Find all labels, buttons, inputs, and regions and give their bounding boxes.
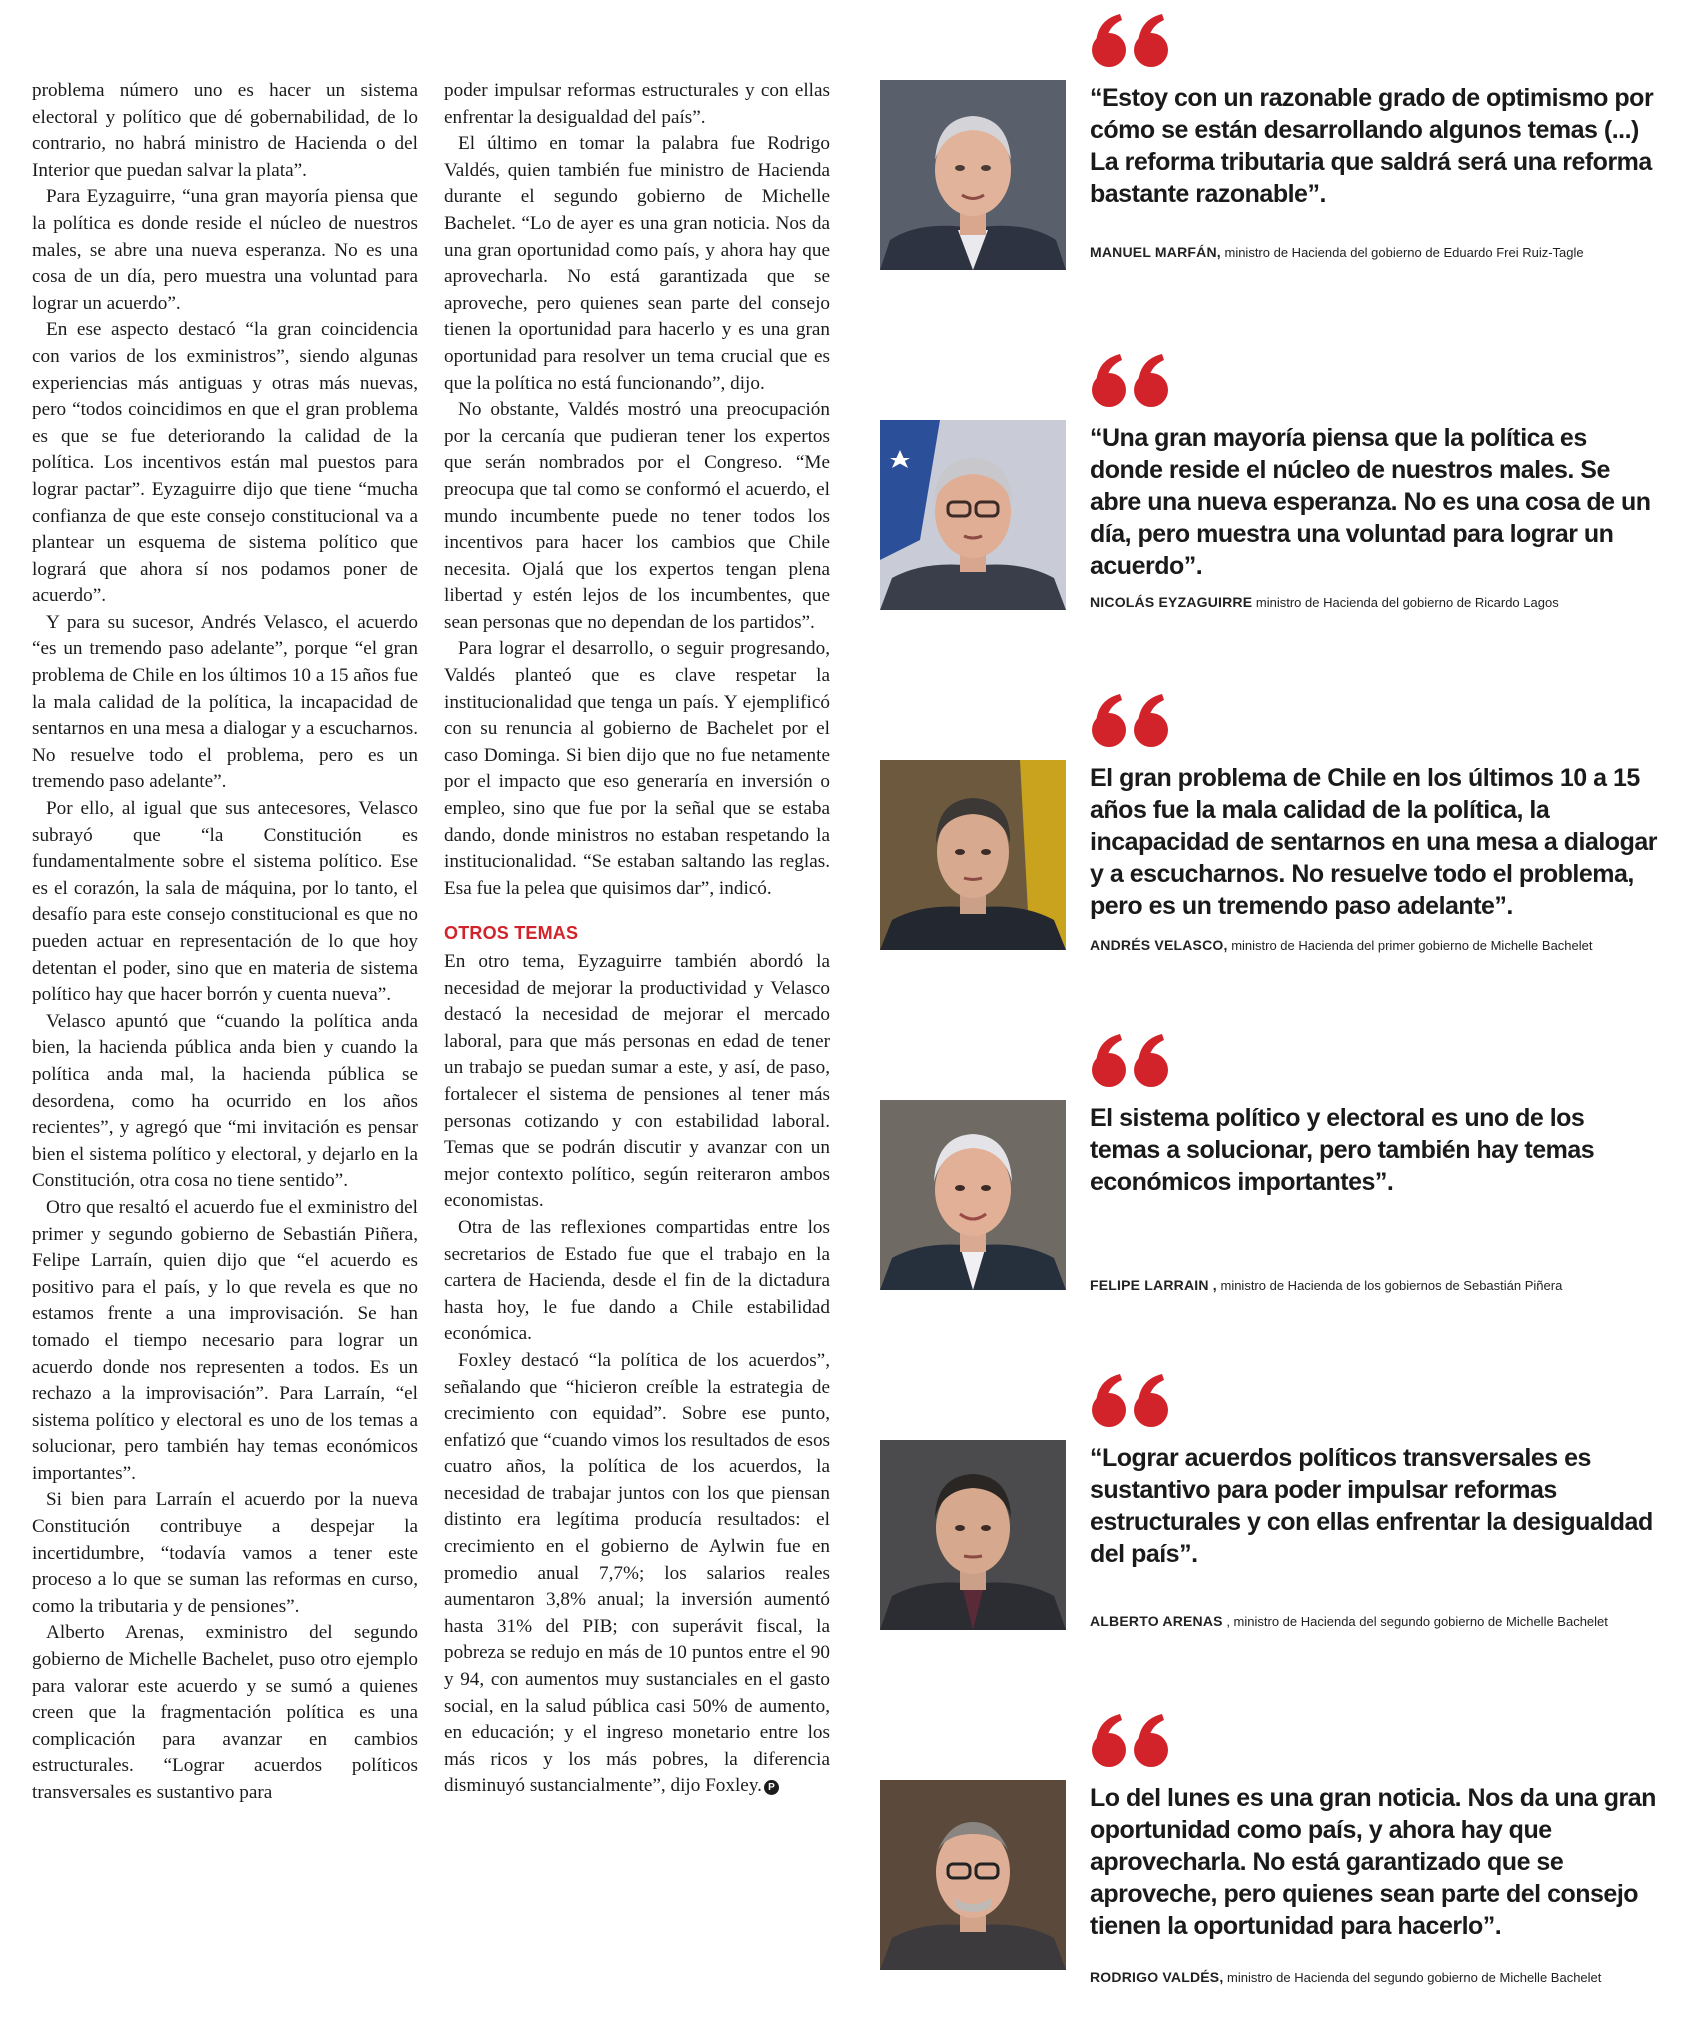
quote-text: “Una gran mayoría piensa que la política es donde reside el núcleo de nuestros males. Se abre una nueva esperanza. No es una cosa de un día, pero muestra una voluntad para lograr un acuerdo”. [1090, 424, 1651, 580]
article-paragraph: En ese aspecto destacó “la gran coincidencia con varios de los exministros”, siendo algunas experiencias más antiguas y otras más nuevas, pero “todos coincidimos en que el gran problema es que se fue deteriorando la calidad de la política. Los incentivos están mal puestos para lograr pactar”. Eyzaguirre dijo que tiene “mucha confianza de que este consejo constitucional va a plantear un esquema de sistema político que logrará que ahora sí nos podamos poner de acuerdo”. [32, 319, 418, 607]
article-paragraph: problema número uno es hacer un sistema electoral y político que dé gobernabilidad, de lo contrario, no habrá ministro de Hacienda o del Interior que puedan salvar la plata”. [32, 80, 418, 181]
article-paragraph: Alberto Arenas, exministro del segundo gobierno de Michelle Bachelet, puso otro ejemplo para valorar este acuerdo y se sumó a quienes creen que la fragmentación política es una complicación para avanzar en cambios estructurales. “Lograr acuerdos políticos transversales es sustantivo para [32, 1622, 418, 1803]
article-paragraph-text: Foxley destacó “la política de los acuerdos”, señalando que “hicieron creíble la estrategia de crecimiento con equidad”. Sobre ese punto, enfatizó que “cuando vimos los resultados de esos cuatro años, la política de los acuerdos, la necesidad de trabajar juntos con los que piensan distinto era legítima producía resultados: el crecimiento en el gobierno de Aylwin fue en promedio anual 7,7%; los salarios reales aumentaron 3,8% anual; la inversión aumentó hasta 31% del PIB; con superávit fiscal, la pobreza se redujo en más de 10 puntos entre el 90 y 94, con aumentos muy sustanciales en el gasto social, en la salud pública casi 50% de aumento, en educación; y el ingreso monetario entre los más ricos y los más pobres, la diferencia disminuyó sustancialmente”, dijo Foxley. [444, 1349, 830, 1797]
article-paragraph: Otro que resaltó el acuerdo fue el exministro del primer y segundo gobierno de Sebastián Piñera, Felipe Larraín, quien dijo que “el acuerdo es positivo para el país, y lo que revela es que no estamos frente a una improvisación. Se han tomado el tiempo necesario para lograr un acuerdo donde nos representen a todos. Es un rechazo a la improvisación”. Para Larraín, “el sistema político y electoral es uno de los temas a solucionar, pero también hay temas económicos importantes”. [32, 1196, 418, 1484]
quote-mark-icon [1090, 1032, 1174, 1090]
speaker-role: ministro de Hacienda del segundo gobierno de Michelle Bachelet [1223, 1970, 1602, 1985]
quote-mark-icon [1090, 692, 1174, 750]
quote-card-eyzaguirre [880, 352, 1660, 682]
quote-card-marfan [880, 12, 1660, 342]
portrait-photo [880, 1440, 1066, 1630]
speaker-role: ministro de Hacienda del gobierno de Eduardo Frei Ruiz-Tagle [1220, 245, 1584, 260]
article-paragraph: Para Eyzaguirre, “una gran mayoría piensa que la política es donde reside el núcleo de nuestros males, se abre una nueva esperanza. No es una cosa de un día, pero muestra una voluntad para lograr un acuerdo”. [32, 186, 418, 314]
quote-attribution [1090, 937, 1660, 953]
portrait-photo [880, 1100, 1066, 1290]
portrait-photo [880, 760, 1066, 950]
speaker-name: ALBERTO ARENAS [1090, 1613, 1223, 1629]
speaker-role: ministro de Hacienda de los gobiernos de Sebastián Piñera [1216, 1278, 1563, 1293]
quote-card-arenas [880, 1372, 1660, 1702]
speaker-name: RODRIGO VALDÉS, [1090, 1969, 1224, 1985]
section-heading: OTROS TEMAS [444, 923, 579, 944]
article-paragraph [444, 1348, 830, 1800]
article-paragraph: En otro tema, Eyzaguirre también abordó la necesidad de mejorar la productividad y Velasco destacó la necesidad de mejorar el mercado laboral, para que más personas en edad de tener un trabajo se puedan sumar a este, y así, de paso, fortalecer el sistema de pensiones al tener más personas cotizando y con estabilidad laboral. Temas que se podrán discutir y avanzar con un mejor contexto político, según reiteraron ambos economistas. [444, 951, 830, 1212]
speaker-role: ministro de Hacienda del primer gobierno de Michelle Bachelet [1227, 938, 1593, 953]
article-paragraph: Por ello, al igual que sus antecesores, Velasco subrayó que “la Constitución es fundamentalmente sobre el sistema político. Ese es el corazón, la sala de máquina, por lo tanto, el desafío para este consejo constitucional es que no pueden actuar en representación de lo que hoy detentan el poder, sino que en materia de sistema político hay que hacer borrón y cuenta nueva”. [32, 798, 418, 1006]
article-paragraph: Y para su sucesor, Andrés Velasco, el acuerdo “es un tremendo paso adelante”, porque “el gran problema de Chile en los últimos 10 a 15 años fue la mala calidad de la política, la incapacidad de sentarnos en una mesa a dialogar y a escucharnos. No resuelve todo el problema, pero es un tremendo paso adelante”. [32, 611, 418, 793]
speaker-role: ministro de Hacienda del gobierno de Ricardo Lagos [1252, 595, 1559, 610]
quote-text: El gran problema de Chile en los últimos 10 a 15 años fue la mala calidad de la política, la incapacidad de sentarnos en una mesa a dialogar y a escucharnos. No resuelve todo el problema, pero es un tremendo paso adelante”. [1090, 764, 1657, 920]
quote-attribution [1090, 244, 1660, 260]
article-paragraph: Si bien para Larraín el acuerdo por la nueva Constitución contribuye a despejar la incertidumbre, “todavía vamos a tener este proceso a lo que se suman las reformas en curso, como la tributaria y de pensiones”. [32, 1489, 418, 1617]
quote-attribution [1090, 1969, 1660, 1985]
portrait-photo [880, 80, 1066, 270]
speaker-name: ANDRÉS VELASCO, [1090, 937, 1228, 953]
article-paragraph: poder impulsar reformas estructurales y con ellas enfrentar la desigualdad del país”. [444, 80, 830, 128]
end-of-article-icon: P [764, 1780, 779, 1795]
quote-mark-icon [1090, 352, 1174, 410]
speaker-name: FELIPE LARRAIN , [1090, 1277, 1217, 1293]
article-column-2 [444, 78, 830, 1800]
quote-text: “Estoy con un razonable grado de optimismo por cómo se están desarrollando algunos temas (...) La reforma tributaria que saldrá será una reforma bastante razonable”. [1090, 84, 1654, 208]
portrait-photo [880, 1780, 1066, 1970]
speaker-name: MANUEL MARFÁN, [1090, 244, 1221, 260]
article-paragraph: No obstante, Valdés mostró una preocupación por la cercanía que pudieran tener los expertos que serán nombrados por el Congreso. “Me preocupa que tal como se conformó el acuerdo, el mundo incumbente puede no tener todos los incentivos para hacer los cambios que Chile necesita. Ojalá que los expertos tengan plena libertad y estén lejos de los incumbentes, que sean personas que no dependan de los partidos”. [444, 399, 830, 633]
quote-attribution [1090, 1613, 1660, 1629]
article-paragraph: Velasco apuntó que “cuando la política anda bien, la hacienda pública anda bien y cuando la política anda mal, la hacienda pública se desordena, como ha ocurrido en los años recientes”, y agregó que “mi invitación es pensar bien el sistema político y electoral, y dejarlo en la Constitución, otra cosa no tiene sentido”. [32, 1010, 418, 1192]
quote-card-valdes [880, 1712, 1660, 2042]
quote-attribution [1090, 594, 1660, 610]
quote-text: Lo del lunes es una gran noticia. Nos da una gran oportunidad como país, y ahora hay que aprovecharla. No está garantizado que se aproveche, pero quienes sean parte del consejo tienen la oportunidad para hacerlo”. [1090, 1784, 1656, 1940]
quote-attribution [1090, 1277, 1660, 1293]
article-paragraph: Para lograr el desarrollo, o seguir progresando, Valdés planteó que es clave respetar la institucionalidad que tenga un país. Y ejemplificó con su renuncia al gobierno de Bachelet por el caso Dominga. Si bien dijo que no fue netamente por el impacto que eso generaría en inversión o empleo, sino que fue por la señal que se estaba dando, donde ministros no estaban respetando la institucionalidad. “Se estaban saltando las reglas. Esa fue la pelea que quisimos dar”, indicó. [444, 638, 830, 899]
article-paragraph: El último en tomar la palabra fue Rodrigo Valdés, quien también fue ministro de Hacienda durante el segundo gobierno de Michelle Bachelet. “Lo de ayer es una gran noticia. Nos da una gran oportunidad como país, y ahora hay que aprovecharla. No está garantizada que se aproveche, pero quienes sean parte del consejo tienen la oportunidad para hacerlo y es una gran oportunidad para resolver un tema crucial que es que la política no está funcionando”, dijo. [444, 133, 830, 394]
article-column-1 [32, 78, 418, 1807]
speaker-name: NICOLÁS EYZAGUIRRE [1090, 594, 1253, 610]
quote-mark-icon [1090, 12, 1174, 70]
quote-mark-icon [1090, 1712, 1174, 1770]
quote-mark-icon [1090, 1372, 1174, 1430]
portrait-photo [880, 420, 1066, 610]
speaker-role: , ministro de Hacienda del segundo gobierno de Michelle Bachelet [1222, 1614, 1608, 1629]
quote-card-larrain [880, 1032, 1660, 1362]
quote-text: El sistema político y electoral es uno de los temas a solucionar, pero también hay temas económicos importantes”. [1090, 1104, 1595, 1196]
quote-text: “Lograr acuerdos políticos transversales es sustantivo para poder impulsar reformas estructurales y con ellas enfrentar la desigualdad del país”. [1090, 1444, 1653, 1568]
article-paragraph: Otra de las reflexiones compartidas entre los secretarios de Estado fue que el trabajo en la cartera de Hacienda, desde el fin de la dictadura hasta hoy, le fue dando a Chile estabilidad económica. [444, 1216, 830, 1345]
quote-card-velasco [880, 692, 1660, 1022]
